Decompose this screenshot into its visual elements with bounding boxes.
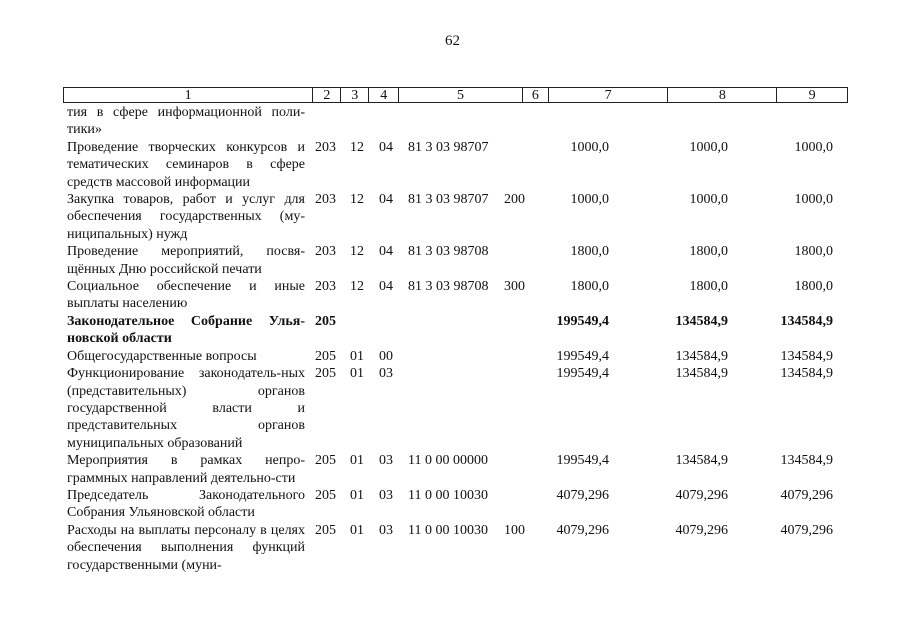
table-row	[67, 243, 857, 278]
cell-col-9: 4079,296	[780, 522, 833, 538]
cell-col-4: 03	[379, 453, 393, 469]
cell-col-4: 03	[379, 522, 393, 538]
cell-col-9: 134584,9	[780, 313, 833, 329]
cell-col-4: 03	[379, 366, 393, 382]
header-col-2: 2	[312, 88, 340, 102]
cell-col-9: 1000,0	[794, 192, 833, 208]
cell-col-9: 1000,0	[794, 139, 833, 155]
cell-col-2: 203	[315, 279, 336, 295]
cell-col-5: 81 3 03 98708	[408, 279, 489, 295]
cell-col-8: 134584,9	[675, 366, 728, 382]
table-row	[67, 365, 857, 452]
cell-col-8: 4079,296	[675, 487, 728, 503]
cell-col-7: 199549,4	[556, 453, 609, 469]
cell-col-3: 12	[350, 279, 364, 295]
row-description: Мероприятия в рамках непро-граммных направлений деятельно-сти	[67, 453, 305, 486]
table-row	[67, 452, 857, 487]
row-description: Председатель Законодательного Собрания Ульяновской области	[67, 487, 305, 521]
table-header	[63, 87, 848, 103]
cell-col-7: 4079,296	[556, 487, 609, 503]
header-col-6: 6	[522, 88, 548, 102]
cell-col-8: 134584,9	[675, 348, 728, 364]
cell-col-9: 134584,9	[780, 366, 833, 382]
table-row	[67, 191, 857, 243]
cell-col-2: 205	[315, 453, 336, 469]
cell-col-9: 4079,296	[780, 487, 833, 503]
row-description: Законодательное Собрание Улья-новской области	[67, 313, 305, 347]
cell-col-8: 134584,9	[675, 313, 728, 329]
table-row	[67, 522, 857, 574]
cell-col-8: 4079,296	[675, 522, 728, 538]
cell-col-8: 1000,0	[689, 192, 728, 208]
cell-col-4: 00	[379, 348, 393, 364]
cell-col-2: 203	[315, 192, 336, 208]
cell-col-2: 203	[315, 139, 336, 155]
cell-col-7: 1800,0	[570, 279, 609, 295]
row-description: Закупка товаров, работ и услуг для обеспечения государственных (му-ниципальных) нужд	[67, 192, 305, 242]
cell-col-5: 11 0 00 10030	[408, 522, 488, 538]
cell-col-9: 1800,0	[794, 244, 833, 260]
cell-col-3: 01	[350, 522, 364, 538]
cell-col-7: 199549,4	[556, 348, 609, 364]
cell-col-5: 81 3 03 98707	[408, 139, 489, 155]
cell-col-5: 81 3 03 98707	[408, 192, 489, 208]
cell-col-2: 205	[315, 487, 336, 503]
row-description: Общегосударственные вопросы	[67, 348, 257, 364]
cell-col-3: 01	[350, 487, 364, 503]
cell-col-7: 199549,4	[556, 313, 609, 329]
cell-col-6: 100	[504, 522, 525, 538]
cell-col-2: 205	[315, 522, 336, 538]
table-row	[67, 139, 857, 191]
table-row	[67, 104, 857, 139]
header-col-3: 3	[340, 88, 368, 102]
cell-col-5: 81 3 03 98708	[408, 244, 489, 260]
header-col-4: 4	[368, 88, 398, 102]
cell-col-9: 134584,9	[780, 348, 833, 364]
cell-col-2: 205	[315, 348, 336, 364]
cell-col-5: 11 0 00 10030	[408, 487, 488, 503]
cell-col-2: 205	[315, 313, 336, 329]
header-col-9: 9	[776, 88, 847, 102]
cell-col-4: 04	[379, 279, 393, 295]
cell-col-7: 1000,0	[570, 139, 609, 155]
header-col-1: 1	[184, 88, 192, 103]
cell-col-6: 300	[504, 279, 525, 295]
cell-col-8: 134584,9	[675, 453, 728, 469]
cell-col-3: 12	[350, 192, 364, 208]
page-number: 62	[445, 33, 460, 49]
table-row-section	[67, 313, 857, 348]
row-description: Функционирование законодатель-ных (представительных) органов государственной власти и представительных органов муниципальных образований	[67, 366, 305, 451]
cell-col-4: 04	[379, 192, 393, 208]
cell-col-3: 01	[350, 348, 364, 364]
cell-col-7: 1000,0	[570, 192, 609, 208]
cell-col-4: 03	[379, 487, 393, 503]
cell-col-6: 200	[504, 192, 525, 208]
row-description: Проведение творческих конкурсов и тематических семинаров в сфере средств массовой информации	[67, 139, 305, 190]
cell-col-2: 203	[315, 244, 336, 260]
cell-col-8: 1800,0	[689, 279, 728, 295]
cell-col-3: 01	[350, 453, 364, 469]
table-row	[67, 278, 857, 313]
cell-col-3: 01	[350, 366, 364, 382]
cell-col-8: 1800,0	[689, 244, 728, 260]
cell-col-9: 134584,9	[780, 453, 833, 469]
cell-col-9: 1800,0	[794, 279, 833, 295]
row-description: Социальное обеспечение и иные выплаты населению	[67, 279, 305, 312]
cell-col-4: 04	[379, 139, 393, 155]
table-row	[67, 487, 857, 522]
row-description: тия в сфере информационной поли-тики»	[67, 105, 305, 138]
cell-col-3: 12	[350, 244, 364, 260]
cell-col-5: 11 0 00 00000	[408, 453, 488, 469]
table-row	[67, 348, 857, 365]
row-description: Расходы на выплаты персоналу в целях обеспечения выполнения функций государственными (муни-	[67, 522, 305, 573]
header-col-5: 5	[398, 88, 522, 102]
cell-col-3: 12	[350, 139, 364, 155]
cell-col-7: 1800,0	[570, 244, 609, 260]
cell-col-7: 199549,4	[556, 366, 609, 382]
header-col-8: 8	[667, 88, 776, 102]
cell-col-7: 4079,296	[556, 522, 609, 538]
header-col-7: 7	[548, 88, 668, 102]
cell-col-8: 1000,0	[689, 139, 728, 155]
table-body	[67, 104, 857, 574]
cell-col-4: 04	[379, 244, 393, 260]
row-description: Проведение мероприятий, посвя-щённых Дню российской печати	[67, 244, 305, 277]
cell-col-2: 205	[315, 366, 336, 382]
